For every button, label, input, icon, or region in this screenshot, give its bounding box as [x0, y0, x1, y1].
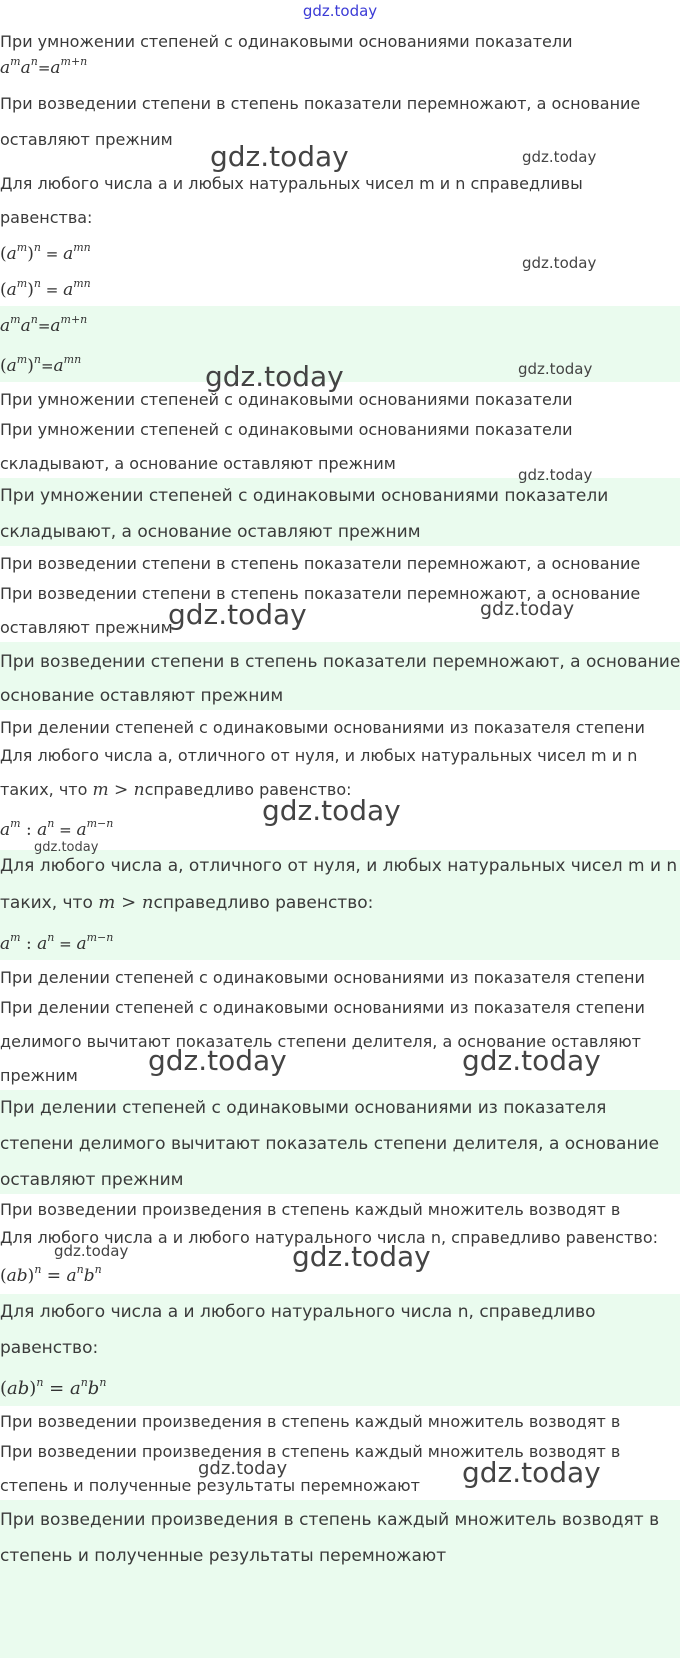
- highlight-block: [0, 1500, 680, 1658]
- text-line: оставляют прежним: [0, 1170, 184, 1190]
- watermark: gdz.today: [205, 360, 344, 393]
- text-line: При умножении степеней с одинаковыми основаниями показатели: [0, 420, 573, 439]
- formula-power-rule: $(a^m)^n=a^{mn}$: [0, 353, 82, 376]
- formula-product-rule: $a^ma^n=a^{m+n}$: [0, 313, 88, 336]
- formula-power-rule: $(a^m)^n = a^{mn}$: [0, 241, 91, 264]
- highlight-block: [0, 642, 680, 710]
- text-line: Для любого числа a, отличного от нуля, и любых натуральных чисел m и n: [0, 746, 638, 765]
- watermark: gdz.today: [292, 1240, 431, 1273]
- text-line: равенство:: [0, 1338, 99, 1358]
- watermark: gdz.today: [522, 148, 597, 166]
- text-line: делимого вычитают показатель степени делителя, а основание оставляют: [0, 1032, 641, 1051]
- watermark: gdz.today: [522, 254, 597, 272]
- watermark: gdz.today: [148, 1044, 287, 1077]
- formula-product-power: $(ab)^n = a^nb^n$: [0, 1376, 107, 1399]
- text-line: складывают, а основание оставляют прежним: [0, 454, 396, 473]
- text-line: степень и полученные результаты перемножают: [0, 1476, 420, 1495]
- watermark: gdz.today: [518, 360, 593, 378]
- watermark: gdz.today: [54, 1242, 129, 1260]
- text-line: Для любого числа a, отличного от нуля, и любых натуральных чисел m и n: [0, 856, 678, 876]
- text-line: При умножении степеней с одинаковыми основаниями показатели: [0, 32, 573, 51]
- formula-product-power: $(ab)^n = a^nb^n$: [0, 1263, 102, 1286]
- watermark: gdz.today: [462, 1044, 601, 1077]
- watermark: gdz.today: [34, 840, 99, 855]
- text-line: оставляют прежним: [0, 618, 173, 637]
- formula-power-rule: $(a^m)^n = a^{mn}$: [0, 277, 91, 300]
- text-line: При делении степеней с одинаковыми основаниями из показателя: [0, 1098, 607, 1118]
- text-line: При умножении степеней с одинаковыми основаниями показатели: [0, 486, 609, 506]
- highlight-block: [0, 850, 680, 960]
- text-line: При возведении произведения в степень каждый множитель возводят в: [0, 1412, 621, 1431]
- highlight-block: [0, 1090, 680, 1194]
- text-line: таких, что m > nсправедливо равенство:: [0, 780, 352, 800]
- text-line: Для любого числа a и любого натурального числа n, справедливо равенство:: [0, 1228, 659, 1247]
- text-line: При возведении произведения в степень каждый множитель возводят в: [0, 1510, 660, 1530]
- text-line: При возведении степени в степень показатели перемножают, а основание: [0, 584, 641, 603]
- text-line: оставляют прежним: [0, 130, 173, 149]
- text-line: основание оставляют прежним: [0, 686, 284, 706]
- text-line: складывают, а основание оставляют прежним: [0, 522, 421, 542]
- text-line: таких, что m > nсправедливо равенство:: [0, 892, 374, 913]
- watermark: gdz.today: [518, 466, 593, 484]
- text-line: степени делимого вычитают показатель степени делителя, а основание: [0, 1134, 660, 1154]
- formula-quotient-rule: $a^m$ : $a^n = a^{m-n}$: [0, 817, 114, 840]
- text-line: При делении степеней с одинаковыми основаниями из показателя степени: [0, 998, 645, 1017]
- text-line: При делении степеней с одинаковыми основаниями из показателя степени: [0, 718, 645, 737]
- text-line: При возведении степени в степень показатели перемножают, а основание: [0, 554, 641, 573]
- text-line: равенства:: [0, 208, 93, 227]
- text-line: При возведении произведения в степень каждый множитель возводят в: [0, 1442, 621, 1461]
- watermark: gdz.today: [210, 140, 349, 173]
- watermark: gdz.today: [462, 1456, 601, 1489]
- text-line: степень и полученные результаты перемножают: [0, 1546, 447, 1566]
- text-line: Для любого числа a и любого натурального числа n, справедливо: [0, 1302, 596, 1322]
- site-watermark-top: gdz.today: [302, 2, 378, 20]
- text-line: прежним: [0, 1066, 78, 1085]
- text-line: При возведении степени в степень показатели перемножают, а основание: [0, 94, 641, 113]
- text-line: Для любого числа a и любых натуральных чисел m и n справедливы: [0, 174, 583, 193]
- watermark: gdz.today: [198, 1458, 288, 1479]
- highlight-block: [0, 478, 680, 546]
- text-line: При возведении степени в степень показатели перемножают, а основание: [0, 652, 680, 672]
- formula-quotient-rule: $a^m$ : $a^n = a^{m-n}$: [0, 931, 114, 954]
- text-line: При делении степеней с одинаковыми основаниями из показателя степени: [0, 968, 645, 987]
- watermark: gdz.today: [480, 598, 575, 620]
- watermark: gdz.today: [168, 598, 307, 631]
- text-line: При возведении произведения в степень каждый множитель возводят в: [0, 1200, 621, 1219]
- text-line: При умножении степеней с одинаковыми основаниями показатели: [0, 390, 573, 409]
- watermark: gdz.today: [262, 794, 401, 827]
- highlight-block: [0, 1294, 680, 1406]
- formula-product-rule: $a^ma^n=a^{m+n}$: [0, 55, 88, 78]
